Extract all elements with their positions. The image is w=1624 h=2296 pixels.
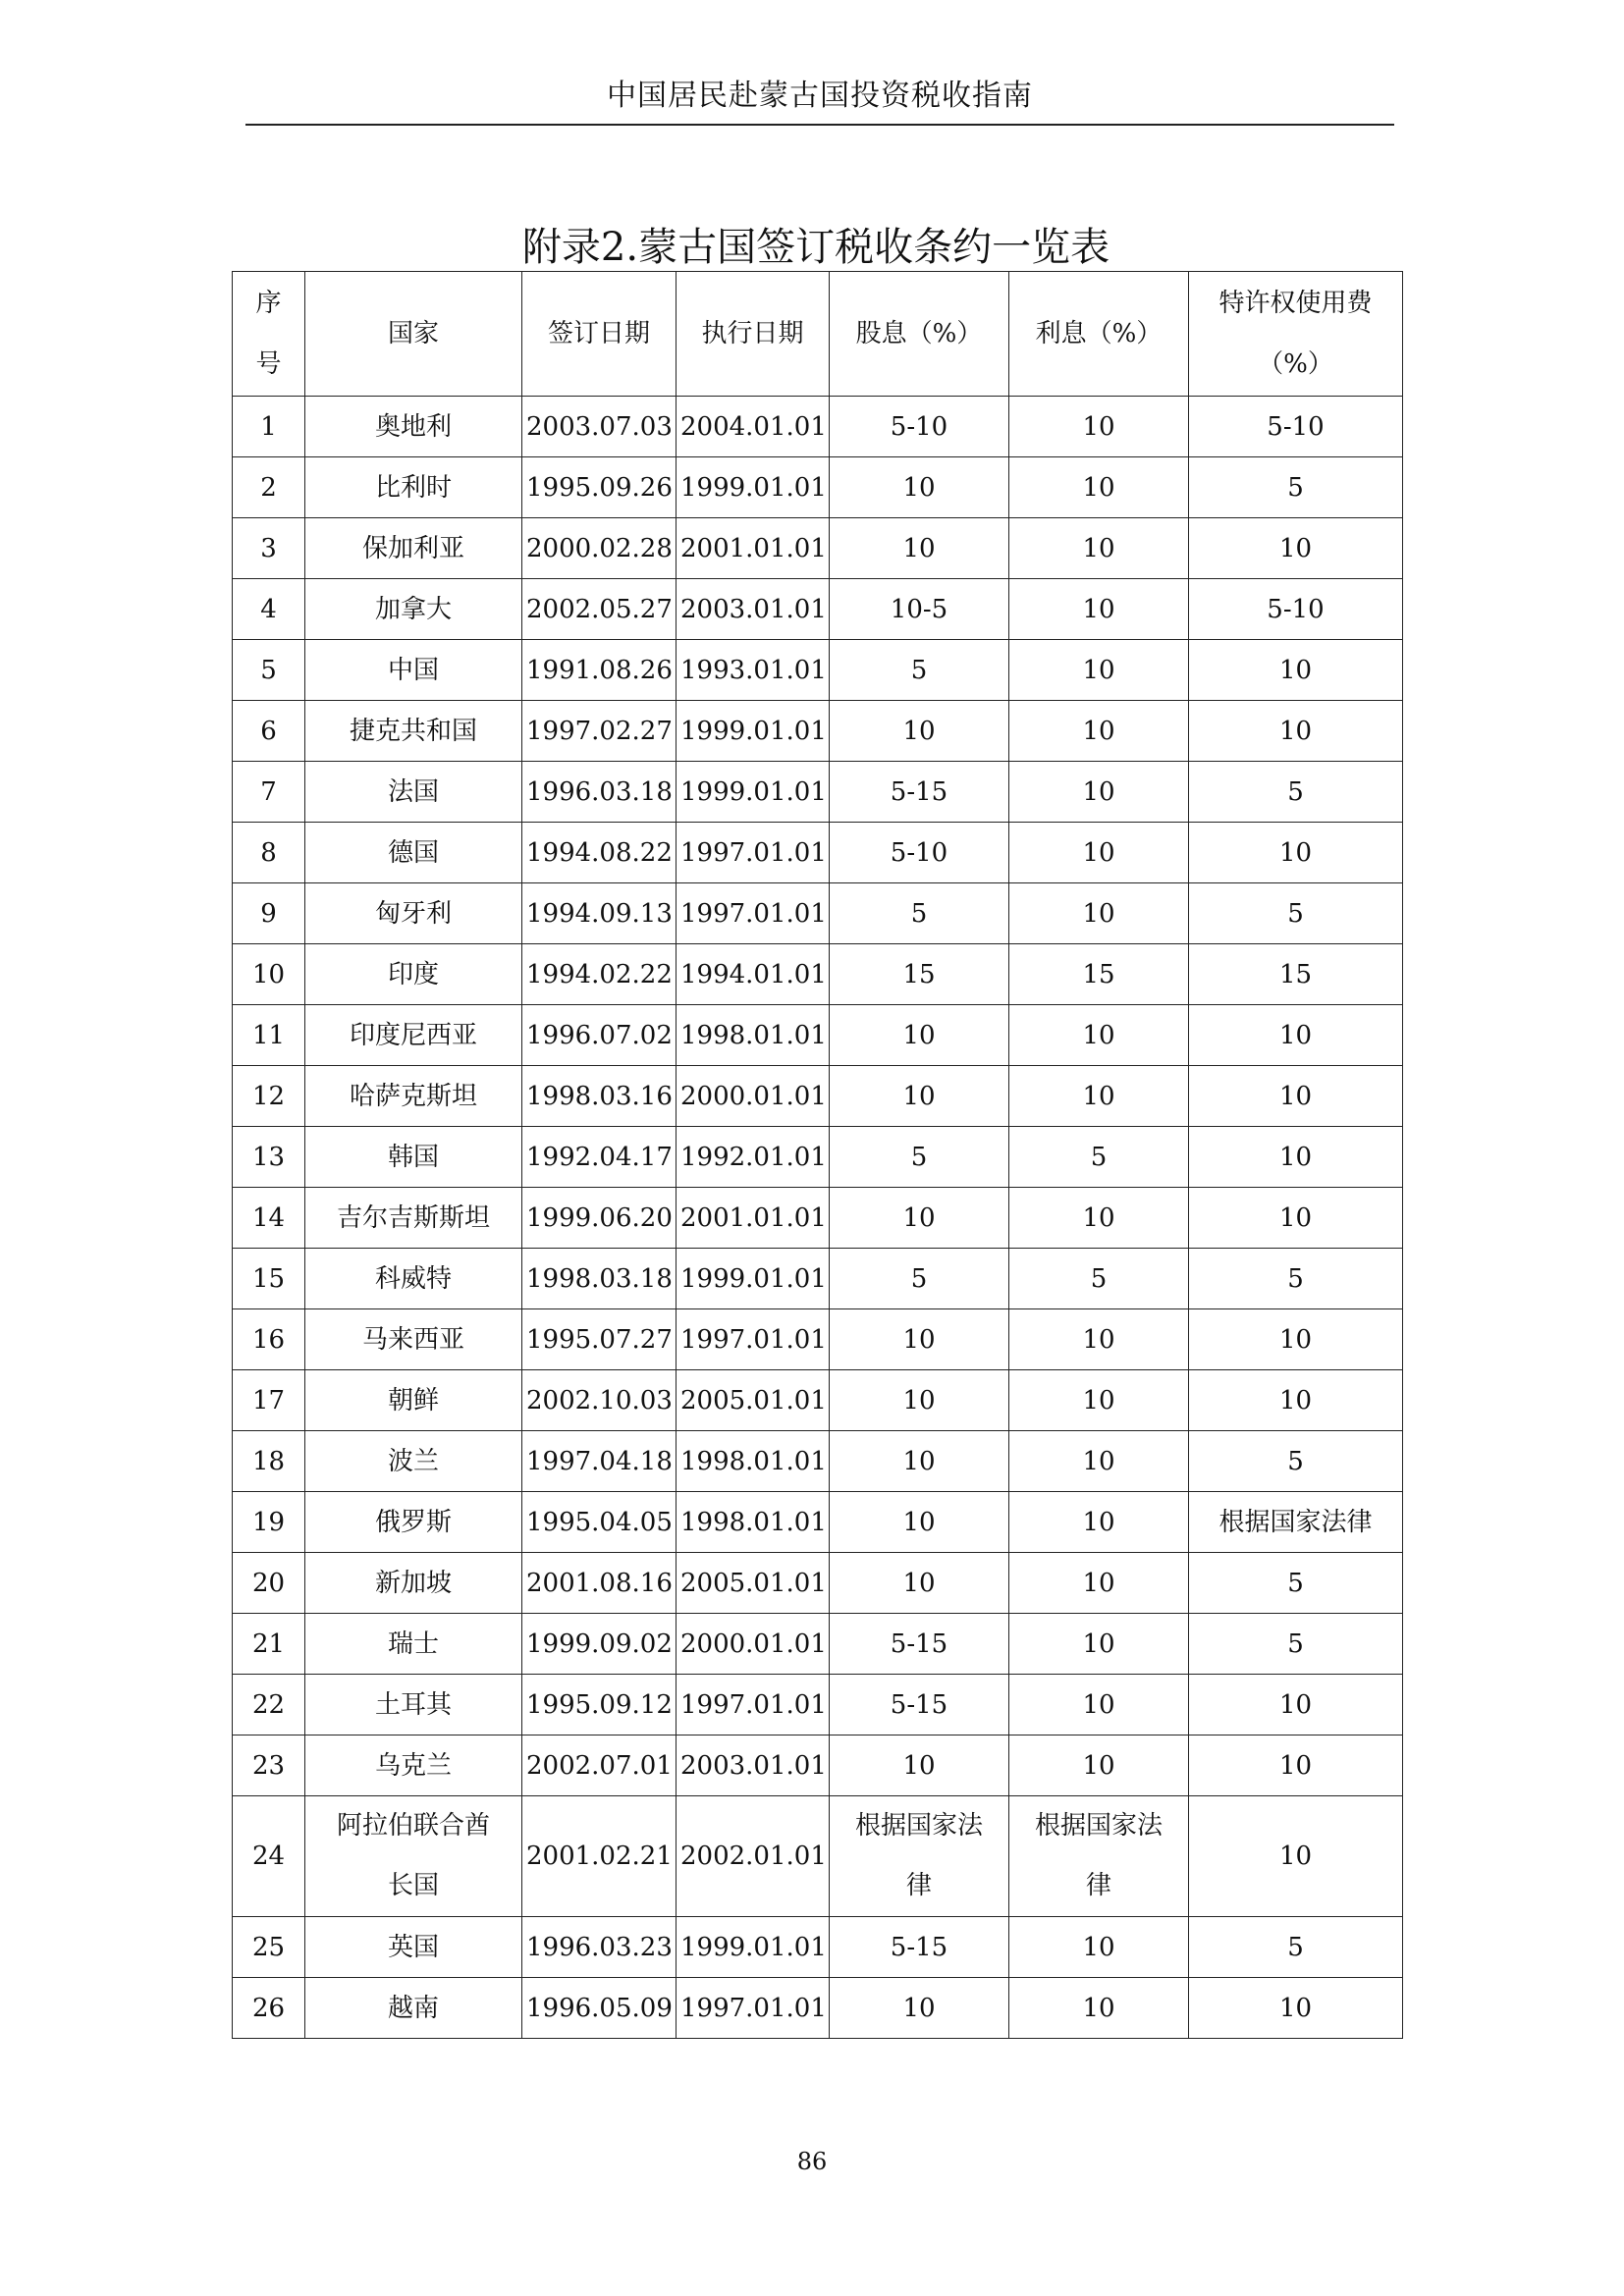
cell-royalties: 15 [1189,944,1403,1005]
cell-country: 俄罗斯 [305,1492,522,1553]
cell-dividends: 5-10 [830,397,1009,457]
cell-signed-date: 1996.07.02 [522,1005,677,1066]
cell-effective-date: 1997.01.01 [677,1309,830,1370]
header-cell-effective-date: 执行日期 [677,272,830,397]
cell-effective-date: 1999.01.01 [677,1249,830,1309]
cell-royalties: 5-10 [1189,397,1403,457]
cell-dividends: 10 [830,1735,1009,1796]
table-row [233,944,1403,1005]
cell-signed-date: 1992.04.17 [522,1127,677,1188]
cell-signed-date: 2000.02.28 [522,518,677,579]
cell-interest: 10 [1009,640,1189,701]
cell-country: 德国 [305,823,522,883]
cell-signed-date: 1994.08.22 [522,823,677,883]
cell-effective-date: 1999.01.01 [677,701,830,762]
table-row [233,1614,1403,1675]
cell-index: 17 [233,1370,305,1431]
cell-country: 印度尼西亚 [305,1005,522,1066]
cell-dividends: 10 [830,701,1009,762]
header-cell-index: 序 号 [233,272,305,397]
cell-country: 朝鲜 [305,1370,522,1431]
cell-country: 中国 [305,640,522,701]
cell-index: 4 [233,579,305,640]
cell-effective-date: 1992.01.01 [677,1127,830,1188]
cell-royalties: 5 [1189,1614,1403,1675]
cell-index: 15 [233,1249,305,1309]
cell-dividends: 10 [830,457,1009,518]
cell-royalties: 10 [1189,701,1403,762]
table-row [233,457,1403,518]
cell-dividends: 5-15 [830,1917,1009,1978]
cell-interest: 10 [1009,579,1189,640]
cell-royalties: 5 [1189,762,1403,823]
cell-royalties: 5 [1189,457,1403,518]
cell-effective-date: 1993.01.01 [677,640,830,701]
cell-index: 21 [233,1614,305,1675]
cell-country: 加拿大 [305,579,522,640]
cell-dividends: 10-5 [830,579,1009,640]
header-cell-royalties: 特许权使用费 （%） [1189,272,1403,397]
cell-country: 乌克兰 [305,1735,522,1796]
cell-signed-date: 1991.08.26 [522,640,677,701]
cell-country: 捷克共和国 [305,701,522,762]
cell-country: 比利时 [305,457,522,518]
cell-effective-date: 2001.01.01 [677,518,830,579]
cell-dividends: 5 [830,640,1009,701]
cell-effective-date: 1998.01.01 [677,1431,830,1492]
cell-interest: 10 [1009,762,1189,823]
cell-effective-date: 1997.01.01 [677,883,830,944]
table-row [233,762,1403,823]
cell-index: 11 [233,1005,305,1066]
cell-effective-date: 2001.01.01 [677,1188,830,1249]
cell-dividends: 5-15 [830,762,1009,823]
cell-index: 5 [233,640,305,701]
cell-signed-date: 2002.05.27 [522,579,677,640]
cell-country: 吉尔吉斯斯坦 [305,1188,522,1249]
cell-signed-date: 1996.03.23 [522,1917,677,1978]
cell-interest: 10 [1009,1735,1189,1796]
cell-interest: 10 [1009,701,1189,762]
cell-interest: 10 [1009,1492,1189,1553]
cell-index: 18 [233,1431,305,1492]
cell-interest: 10 [1009,1553,1189,1614]
cell-royalties: 10 [1189,1370,1403,1431]
cell-effective-date: 1997.01.01 [677,1978,830,2039]
table-row [233,1188,1403,1249]
cell-effective-date: 1999.01.01 [677,1917,830,1978]
cell-royalties: 10 [1189,1309,1403,1370]
cell-effective-date: 1998.01.01 [677,1005,830,1066]
cell-signed-date: 1997.04.18 [522,1431,677,1492]
cell-effective-date: 1999.01.01 [677,457,830,518]
cell-effective-date: 1997.01.01 [677,823,830,883]
cell-royalties: 10 [1189,1127,1403,1188]
cell-index: 2 [233,457,305,518]
cell-effective-date: 2003.01.01 [677,1735,830,1796]
cell-index: 12 [233,1066,305,1127]
cell-royalties: 根据国家法律 [1189,1492,1403,1553]
cell-dividends: 5-15 [830,1675,1009,1735]
table-row [233,701,1403,762]
cell-signed-date: 1997.02.27 [522,701,677,762]
cell-royalties: 10 [1189,1066,1403,1127]
cell-interest: 10 [1009,1370,1189,1431]
cell-effective-date: 1999.01.01 [677,762,830,823]
cell-country: 奥地利 [305,397,522,457]
cell-signed-date: 1999.09.02 [522,1614,677,1675]
cell-country: 新加坡 [305,1553,522,1614]
cell-effective-date: 2005.01.01 [677,1370,830,1431]
cell-dividends: 10 [830,1066,1009,1127]
cell-effective-date: 2005.01.01 [677,1553,830,1614]
cell-interest: 10 [1009,1005,1189,1066]
header-rule [245,124,1394,126]
cell-signed-date: 1998.03.16 [522,1066,677,1127]
cell-country: 科威特 [305,1249,522,1309]
cell-index: 26 [233,1978,305,2039]
cell-dividends: 10 [830,1309,1009,1370]
table-row [233,1066,1403,1127]
cell-index: 1 [233,397,305,457]
cell-country: 越南 [305,1978,522,2039]
table-row [233,640,1403,701]
cell-dividends: 10 [830,1978,1009,2039]
cell-country: 波兰 [305,1431,522,1492]
cell-index: 3 [233,518,305,579]
cell-dividends: 10 [830,1431,1009,1492]
cell-signed-date: 2002.10.03 [522,1370,677,1431]
cell-interest: 10 [1009,1431,1189,1492]
cell-country: 阿拉伯联合酋 长国 [305,1796,522,1917]
cell-effective-date: 1997.01.01 [677,1675,830,1735]
cell-royalties: 10 [1189,1005,1403,1066]
cell-signed-date: 1995.07.27 [522,1309,677,1370]
cell-country: 韩国 [305,1127,522,1188]
cell-signed-date: 1995.09.12 [522,1675,677,1735]
header-cell-dividends: 股息（%） [830,272,1009,397]
cell-royalties: 10 [1189,1796,1403,1917]
cell-interest: 10 [1009,1917,1189,1978]
cell-effective-date: 2000.01.01 [677,1614,830,1675]
table-row [233,1005,1403,1066]
header-cell-interest: 利息（%） [1009,272,1189,397]
cell-interest: 10 [1009,1309,1189,1370]
cell-interest: 10 [1009,1978,1189,2039]
cell-index: 6 [233,701,305,762]
cell-signed-date: 1998.03.18 [522,1249,677,1309]
cell-country: 印度 [305,944,522,1005]
table-row [233,883,1403,944]
cell-effective-date: 2004.01.01 [677,397,830,457]
cell-index: 25 [233,1917,305,1978]
cell-country: 瑞士 [305,1614,522,1675]
cell-interest: 10 [1009,457,1189,518]
cell-dividends: 根据国家法 律 [830,1796,1009,1917]
cell-dividends: 5-10 [830,823,1009,883]
cell-dividends: 10 [830,518,1009,579]
page-number: 86 [796,2148,828,2175]
cell-royalties: 5 [1189,1553,1403,1614]
cell-signed-date: 1994.02.22 [522,944,677,1005]
cell-signed-date: 2001.08.16 [522,1553,677,1614]
cell-dividends: 10 [830,1370,1009,1431]
cell-signed-date: 1995.09.26 [522,457,677,518]
cell-royalties: 10 [1189,823,1403,883]
cell-country: 英国 [305,1917,522,1978]
cell-effective-date: 2003.01.01 [677,579,830,640]
table-row [233,1309,1403,1370]
cell-index: 19 [233,1492,305,1553]
cell-interest: 10 [1009,1188,1189,1249]
table-row [233,1127,1403,1188]
cell-interest: 5 [1009,1249,1189,1309]
page-header: 中国居民赴蒙古国投资税收指南 [607,79,1033,113]
cell-royalties: 5 [1189,1249,1403,1309]
cell-dividends: 5-15 [830,1614,1009,1675]
cell-interest: 10 [1009,1614,1189,1675]
cell-index: 13 [233,1127,305,1188]
cell-dividends: 10 [830,1005,1009,1066]
cell-effective-date: 2002.01.01 [677,1796,830,1917]
cell-royalties: 10 [1189,1735,1403,1796]
cell-index: 16 [233,1309,305,1370]
cell-dividends: 5 [830,1127,1009,1188]
cell-index: 22 [233,1675,305,1735]
cell-signed-date: 1996.03.18 [522,762,677,823]
table-row [233,1796,1403,1917]
cell-effective-date: 1994.01.01 [677,944,830,1005]
cell-signed-date: 1995.04.05 [522,1492,677,1553]
cell-signed-date: 1994.09.13 [522,883,677,944]
table-row [233,1917,1403,1978]
cell-dividends: 10 [830,1492,1009,1553]
cell-country: 哈萨克斯坦 [305,1066,522,1127]
cell-royalties: 5 [1189,883,1403,944]
cell-index: 7 [233,762,305,823]
table-row [233,1492,1403,1553]
table-row [233,1675,1403,1735]
table-row [233,579,1403,640]
table-row [233,1249,1403,1309]
cell-interest: 5 [1009,1127,1189,1188]
cell-country: 保加利亚 [305,518,522,579]
cell-signed-date: 2002.07.01 [522,1735,677,1796]
table-row [233,1370,1403,1431]
cell-signed-date: 1996.05.09 [522,1978,677,2039]
appendix-title: 附录2.蒙古国签订税收条约一览表 [521,225,1110,270]
table-row [233,518,1403,579]
cell-index: 23 [233,1735,305,1796]
header-cell-signed-date: 签订日期 [522,272,677,397]
table-row [233,1735,1403,1796]
cell-interest: 根据国家法 律 [1009,1796,1189,1917]
cell-index: 24 [233,1796,305,1917]
cell-dividends: 5 [830,883,1009,944]
cell-interest: 10 [1009,518,1189,579]
cell-effective-date: 1998.01.01 [677,1492,830,1553]
cell-interest: 10 [1009,397,1189,457]
cell-index: 8 [233,823,305,883]
cell-country: 马来西亚 [305,1309,522,1370]
cell-interest: 10 [1009,883,1189,944]
header-cell-country: 国家 [305,272,522,397]
cell-royalties: 10 [1189,1978,1403,2039]
table-row [233,1978,1403,2039]
cell-interest: 10 [1009,1066,1189,1127]
cell-royalties: 5 [1189,1917,1403,1978]
table-body [233,397,1403,2039]
cell-royalties: 10 [1189,1188,1403,1249]
cell-country: 匈牙利 [305,883,522,944]
table-row [233,823,1403,883]
cell-interest: 10 [1009,1675,1189,1735]
cell-country: 土耳其 [305,1675,522,1735]
cell-signed-date: 2001.02.21 [522,1796,677,1917]
table-header-row [233,272,1403,397]
cell-royalties: 10 [1189,640,1403,701]
cell-country: 法国 [305,762,522,823]
cell-index: 9 [233,883,305,944]
cell-effective-date: 2000.01.01 [677,1066,830,1127]
table-row [233,1431,1403,1492]
cell-index: 20 [233,1553,305,1614]
cell-dividends: 10 [830,1188,1009,1249]
cell-index: 14 [233,1188,305,1249]
cell-interest: 15 [1009,944,1189,1005]
cell-royalties: 5-10 [1189,579,1403,640]
cell-signed-date: 1999.06.20 [522,1188,677,1249]
cell-index: 10 [233,944,305,1005]
cell-royalties: 5 [1189,1431,1403,1492]
cell-interest: 10 [1009,823,1189,883]
cell-royalties: 10 [1189,518,1403,579]
table-row [233,397,1403,457]
treaty-table [232,271,1403,2039]
cell-royalties: 10 [1189,1675,1403,1735]
table-row [233,1553,1403,1614]
cell-signed-date: 2003.07.03 [522,397,677,457]
cell-dividends: 10 [830,1553,1009,1614]
cell-dividends: 5 [830,1249,1009,1309]
cell-dividends: 15 [830,944,1009,1005]
